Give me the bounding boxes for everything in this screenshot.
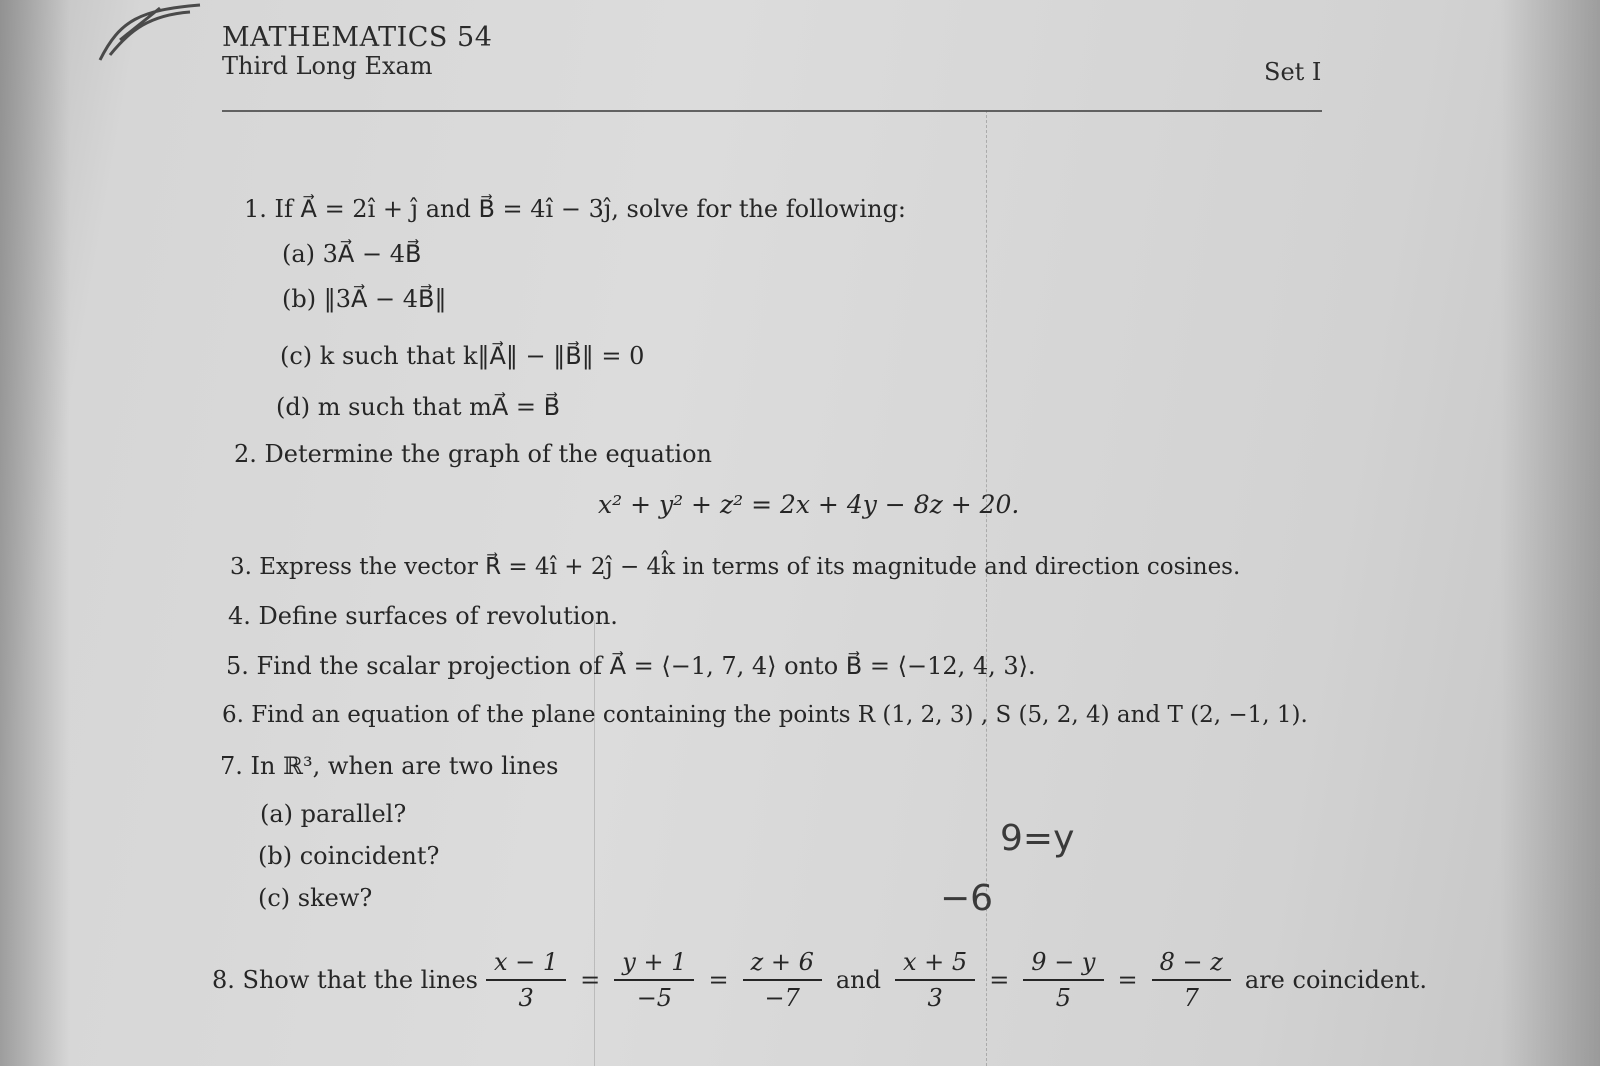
fraction-1-den: 3 — [518, 984, 534, 1012]
fraction-3-num: z + 6 — [743, 948, 822, 981]
question-3: 3. Express the vector R⃗ = 4î + 2ĵ − 4k̂ in terms of its magnitude and direction cosines. — [230, 554, 1241, 580]
question-8-tail: are coincident. — [1244, 966, 1427, 994]
fraction-5-num: 9 − y — [1023, 948, 1103, 981]
question-1d: (d) m such that mA⃗ = B⃗ — [276, 393, 561, 421]
paper-fold — [986, 110, 987, 1066]
question-4: 4. Define surfaces of revolution. — [228, 602, 618, 630]
fraction-1 — [486, 948, 566, 1012]
fraction-2-num: y + 1 — [614, 948, 694, 981]
question-2-equation: x² + y² + z² = 2x + 4y − 8z + 20. — [598, 490, 1020, 519]
set-label: Set I — [1264, 58, 1322, 86]
course-title: MATHEMATICS 54 — [222, 22, 493, 53]
question-8 — [212, 940, 1433, 1020]
question-7a: (a) parallel? — [260, 800, 407, 828]
question-1: 1. If A⃗ = 2î + ĵ and B⃗ = 4î − 3ĵ, solve for the following: — [244, 195, 907, 223]
equals-3: = — [989, 966, 1010, 994]
handwritten-note-2: −6 — [940, 878, 994, 919]
equals-1: = — [580, 966, 601, 994]
fraction-6 — [1152, 948, 1231, 1012]
equals-4: = — [1117, 966, 1138, 994]
question-7b: (b) coincident? — [258, 842, 440, 870]
question-6: 6. Find an equation of the plane containing the points R (1, 2, 3) , S (5, 2, 4) and T (2, −1, 1). — [222, 702, 1308, 728]
question-5: 5. Find the scalar projection of A⃗ = ⟨−1, 7, 4⟩ onto B⃗ = ⟨−12, 4, 3⟩. — [226, 652, 1036, 680]
fraction-4 — [895, 948, 975, 1012]
page-edge — [1500, 0, 1600, 1066]
fraction-3-den: −7 — [764, 984, 800, 1012]
fraction-1-num: x − 1 — [486, 948, 566, 981]
question-1b: (b) ‖3A⃗ − 4B⃗‖ — [282, 285, 447, 313]
fraction-6-den: 7 — [1183, 984, 1199, 1012]
equals-2: = — [708, 966, 729, 994]
fraction-2 — [614, 948, 694, 1012]
header-rule — [222, 110, 1322, 112]
fraction-4-num: x + 5 — [895, 948, 975, 981]
question-1a: (a) 3A⃗ − 4B⃗ — [282, 240, 422, 268]
question-7c: (c) skew? — [258, 884, 373, 912]
question-1c: (c) k such that k‖A⃗‖ − ‖B⃗‖ = 0 — [280, 342, 645, 370]
fraction-4-den: 3 — [927, 984, 943, 1012]
question-7: 7. In ℝ³, when are two lines — [220, 752, 559, 780]
page-shadow — [0, 0, 70, 1066]
and-word: and — [835, 966, 882, 994]
fraction-5 — [1023, 948, 1103, 1012]
ink-scribble — [90, 0, 210, 70]
question-8-lead: 8. Show that the lines — [212, 966, 478, 994]
fraction-3 — [743, 948, 822, 1012]
exam-title: Third Long Exam — [222, 52, 433, 80]
fraction-5-den: 5 — [1055, 984, 1072, 1012]
question-2: 2. Determine the graph of the equation — [234, 440, 712, 468]
fraction-6-num: 8 − z — [1152, 948, 1231, 981]
fraction-2-den: −5 — [636, 984, 673, 1012]
handwritten-note-1: 9=y — [1000, 818, 1075, 859]
